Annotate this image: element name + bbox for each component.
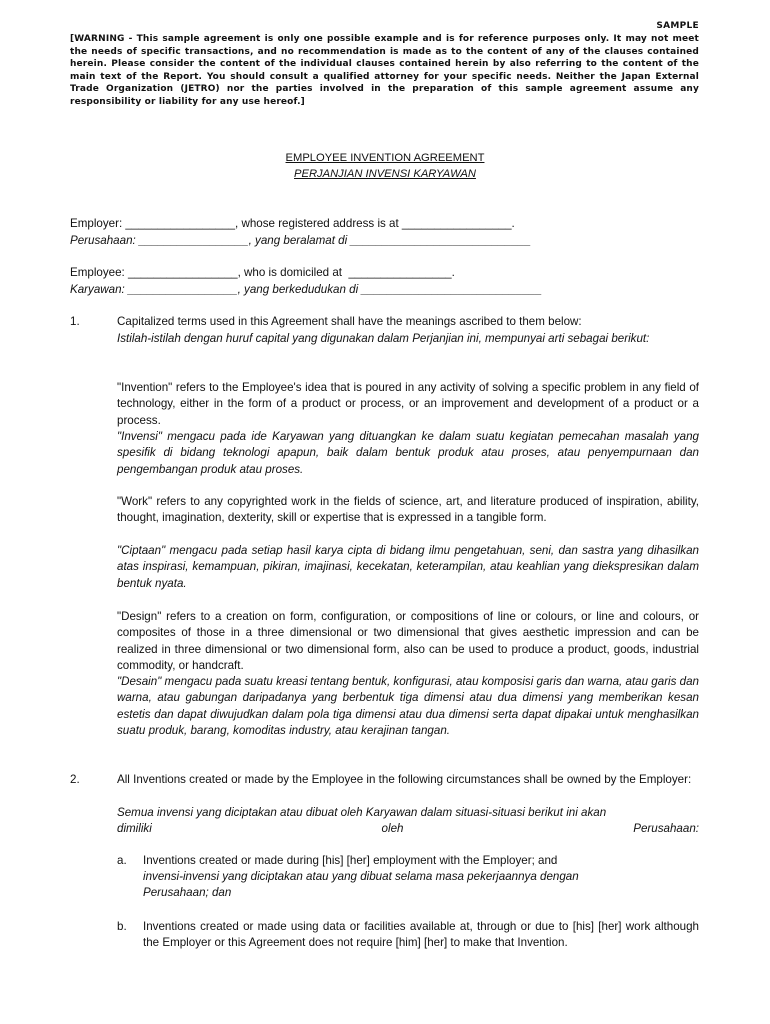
definition-design-indonesian: "Desain" mengacu pada suatu kreasi tentang bentuk, konfigurasi, atau komposisi garis dan warna, atau garis dan warna, atau gabungan daripadanya yang berbentuk tiga dimensi atau dua dimensi yang memberikan kesan estetis dan dapat diwujudkan dalam pola tiga dimensi atau dua dimensi serta dapat dipakai untuk menghasilkan suatu produk, barang, komoditas industry, atau kerajinan tangan. bbox=[117, 675, 699, 737]
clause2-intro-indonesian: Semua invensi yang diciptakan atau dibuat oleh Karyawan dalam situasi-situasi berikut ini akan bbox=[117, 806, 607, 819]
warning-disclaimer: [WARNING - This sample agreement is only one possible example and is for reference purposes only. It may not meet the needs of specific transactions, and no recommendation is made as to the content of any of the clauses contained herein. Please consider the content of the individual clauses contained herein by also referring to the content of the main text of the Report. You should consult a qualified attorney for your specific needs. Neither the Japan External Trade Organization (JETRO) nor the parties involved in the preparation of this sample agreement assume any responsibility or liability for any use hereof.] bbox=[70, 34, 699, 107]
sample-label: SAMPLE bbox=[656, 21, 699, 31]
employer-line: Employer: _________________, whose registered address is at _________________. bbox=[70, 217, 515, 230]
definition-design: "Design" refers to a creation on form, configuration, or compositions of line or colours, or line and colours, or composites of those in a three dimensional or two dimensional that gives aesthetic impression and can be realized in three dimensional or two dimensional form, also can be used to produce a product, goods, industrial commodity, or handcraft. bbox=[117, 610, 699, 672]
employer-line-indonesian: Perusahaan: _________________, yang beralamat di ____________________________ bbox=[70, 234, 531, 247]
item-b: Inventions created or made using data or facilities available at, through or due to [his] [her] work although the Employer or this Agreement does not require [him] [her] to make that Invention. bbox=[143, 920, 699, 950]
document-title: EMPLOYEE INVENTION AGREEMENT bbox=[285, 152, 485, 164]
definition-work-indonesian: "Ciptaan" mengacu pada setiap hasil karya cipta di bidang ilmu pengetahuan, seni, dan sastra yang dihasilkan atas inspirasi, kemampuan, pikiran, imajinasi, kecekatan, keterampilan, atau keahlian yang diekspresikan dalam bentuk nyata. bbox=[117, 544, 699, 590]
definition-invention-indonesian: "Invensi" mengacu pada ide Karyawan yang dituangkan ke dalam suatu kegiatan pemecahan masalah yang spesifik di bidang teknologi apapun, baik dalam bentuk produk atau proses, atau penyempurnaan dan pengembangan produk atau proses. bbox=[117, 430, 699, 476]
clause1-intro: Capitalized terms used in this Agreement shall have the meanings ascribed to them below: bbox=[117, 315, 582, 328]
item-a-indonesian: invensi-invensi yang diciptakan atau yang dibuat selama masa pekerjaannya dengan Perusahaan; dan bbox=[143, 870, 579, 900]
clause2-intro: All Inventions created or made by the Employee in the following circumstances shall be owned by the Employer: bbox=[117, 773, 692, 786]
clause-number: 1. bbox=[70, 315, 80, 328]
clause1-intro-indonesian: Istilah-istilah dengan huruf capital yang digunakan dalam Perjanjian ini, mempunyai arti sebagai berikut: bbox=[117, 332, 650, 345]
employee-line: Employee: _________________, who is domiciled at ________________. bbox=[70, 266, 455, 279]
clause-number: 2. bbox=[70, 773, 80, 786]
definition-work: "Work" refers to any copyrighted work in the fields of science, art, and literature produced of inspiration, ability, thought, imagination, dexterity, skill or expertise that is expressed in a tangible form. bbox=[117, 495, 699, 525]
clause2-intro-indonesian-cont: dimiliki oleh Perusahaan: bbox=[117, 822, 699, 835]
item-label: b. bbox=[117, 920, 127, 933]
definition-invention: "Invention" refers to the Employee's idea that is poured in any activity of solving a specific problem in any field of technology, either in the form of a product or process, or an improvement and development of a product or a process. bbox=[117, 381, 699, 427]
document-title-indonesian: PERJANJIAN INVENSI KARYAWAN bbox=[294, 168, 476, 180]
employee-line-indonesian: Karyawan: _________________, yang berkedudukan di ____________________________ bbox=[70, 283, 542, 296]
item-label: a. bbox=[117, 854, 127, 867]
item-a: Inventions created or made during [his] [her] employment with the Employer; and bbox=[143, 854, 558, 867]
